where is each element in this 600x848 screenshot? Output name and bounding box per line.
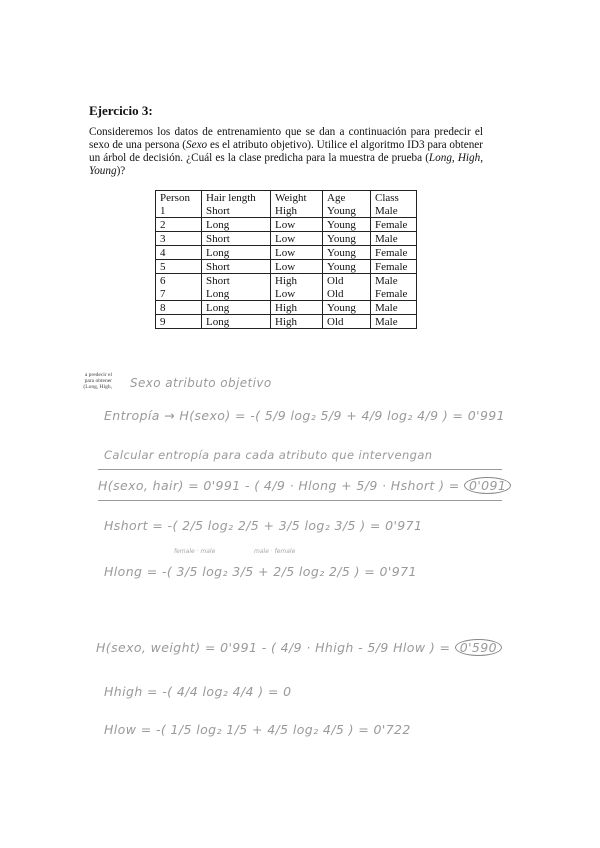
- cell-weight: High: [271, 204, 323, 218]
- training-data-table: [155, 190, 417, 329]
- statement-part-2: es el atributo objetivo). Utilice el algoritmo ID3 para obtener un árbol de decisión. ¿Cuál es la clase predicha para la muestra de prueba (: [89, 139, 483, 164]
- cell-age: Old: [323, 274, 371, 288]
- cell-weight: Low: [271, 232, 323, 246]
- cell-person: 6: [156, 274, 202, 288]
- table-row: [156, 315, 417, 329]
- table-row: [156, 218, 417, 232]
- cell-person: 2: [156, 218, 202, 232]
- cell-class: Male: [371, 232, 417, 246]
- h-hair-result: 0'091: [464, 477, 511, 494]
- cell-weight: Low: [271, 287, 323, 301]
- cell-weight: Low: [271, 218, 323, 232]
- cell-class: Male: [371, 301, 417, 315]
- cell-weight: Low: [271, 246, 323, 260]
- cell-age: Young: [323, 246, 371, 260]
- handwritten-sublabel: female · male: [174, 548, 216, 555]
- cell-class: Female: [371, 260, 417, 274]
- cell-age: Young: [323, 301, 371, 315]
- cell-weight: High: [271, 315, 323, 329]
- header-person: Person: [160, 192, 190, 204]
- cell-person: 8: [156, 301, 202, 315]
- header-class: Class: [371, 191, 417, 205]
- cell-hair-length: Long: [202, 301, 271, 315]
- cell-weight: High: [271, 274, 323, 288]
- table-row: [156, 246, 417, 260]
- cell-person: 7: [160, 288, 166, 300]
- table-row: [156, 287, 417, 301]
- cell-age: Young: [323, 218, 371, 232]
- handwritten-note-h-high: Hhigh = -( 4/4 log₂ 4/4 ) = 0: [104, 684, 292, 699]
- cell-person: 5: [156, 260, 202, 274]
- table-row: [156, 232, 417, 246]
- scan-note-line: a predecir el: [84, 372, 112, 378]
- statement-italic-2: Long, High, Young: [89, 152, 483, 177]
- cell-hair-length: Long: [202, 315, 271, 329]
- cell-hair-length: Short: [202, 260, 271, 274]
- handwritten-note-entropy: Entropía → H(sexo) = -( 5/9 log₂ 5/9 + 4/9 log₂ 4/9 ) = 0'991: [104, 408, 506, 423]
- handwritten-note-h-long: Hlong = -( 3/5 log₂ 3/5 + 2/5 log₂ 2/5 ) = 0'971: [104, 564, 417, 579]
- cell-hair-length: Long: [202, 218, 271, 232]
- cell-person: 9: [156, 315, 202, 329]
- handwritten-note-h-weight: [96, 640, 502, 655]
- scan-note-line: (Long, High,: [83, 384, 112, 390]
- h-weight-equation: H(sexo, weight) = 0'991 - ( 4/9 · Hhigh - 5/9 Hlow ) =: [96, 640, 451, 655]
- table-row: [156, 301, 417, 315]
- underline-divider: [98, 469, 502, 470]
- cell-class: Female: [371, 218, 417, 232]
- cell-hair-length: Long: [202, 246, 271, 260]
- scanned-text-fragment: [68, 372, 112, 390]
- cell-weight: Low: [271, 260, 323, 274]
- handwritten-sublabel: male · female: [254, 548, 296, 555]
- cell-hair-length: Short: [202, 274, 271, 288]
- h-hair-equation: H(sexo, hair) = 0'991 - ( 4/9 · Hlong + 5/9 · Hshort ) =: [98, 478, 460, 493]
- handwritten-note-h-hair: [98, 478, 511, 493]
- header-age: Age: [323, 191, 371, 205]
- table-row: [156, 260, 417, 274]
- cell-weight: High: [271, 301, 323, 315]
- cell-hair-length: Long: [202, 287, 271, 301]
- cell-class: Female: [371, 287, 417, 301]
- header-hair-length: Hair length: [202, 191, 271, 205]
- cell-hair-length: Short: [202, 232, 271, 246]
- handwritten-note-h-short: Hshort = -( 2/5 log₂ 2/5 + 3/5 log₂ 3/5 ) = 0'971: [104, 518, 423, 533]
- exercise-statement: [89, 126, 483, 178]
- cell-person: 4: [156, 246, 202, 260]
- handwritten-note-h-low: Hlow = -( 1/5 log₂ 1/5 + 4/5 log₂ 4/5 ) = 0'722: [104, 722, 411, 737]
- cell-age: Old: [323, 315, 371, 329]
- header-weight: Weight: [271, 191, 323, 205]
- cell-hair-length: Short: [202, 204, 271, 218]
- table-row: [156, 274, 417, 288]
- exercise-title: Ejercicio 3:: [89, 103, 153, 118]
- statement-italic-1: Sexo: [186, 139, 208, 151]
- table-header-row: [156, 191, 417, 205]
- h-weight-result: 0'590: [455, 639, 502, 656]
- cell-person: 1: [160, 205, 166, 217]
- handwritten-note-calculate: Calcular entropía para cada atributo que intervengan: [104, 448, 433, 462]
- cell-class: Male: [371, 315, 417, 329]
- cell-age: Young: [323, 232, 371, 246]
- statement-part-1: Consideremos los datos de entrenamiento que se dan a continuación para predecir el sexo de una persona (: [89, 126, 483, 151]
- table-row: [156, 204, 417, 218]
- cell-age: Old: [323, 287, 371, 301]
- statement-part-3: )?: [116, 165, 126, 177]
- scan-note-line: para obtener: [84, 378, 112, 384]
- cell-person: 3: [156, 232, 202, 246]
- cell-class: Male: [371, 274, 417, 288]
- underline-divider: [98, 500, 502, 501]
- cell-class: Male: [371, 204, 417, 218]
- cell-class: Female: [371, 246, 417, 260]
- handwritten-note-target: Sexo atributo objetivo: [130, 376, 272, 390]
- cell-age: Young: [323, 260, 371, 274]
- cell-age: Young: [323, 204, 371, 218]
